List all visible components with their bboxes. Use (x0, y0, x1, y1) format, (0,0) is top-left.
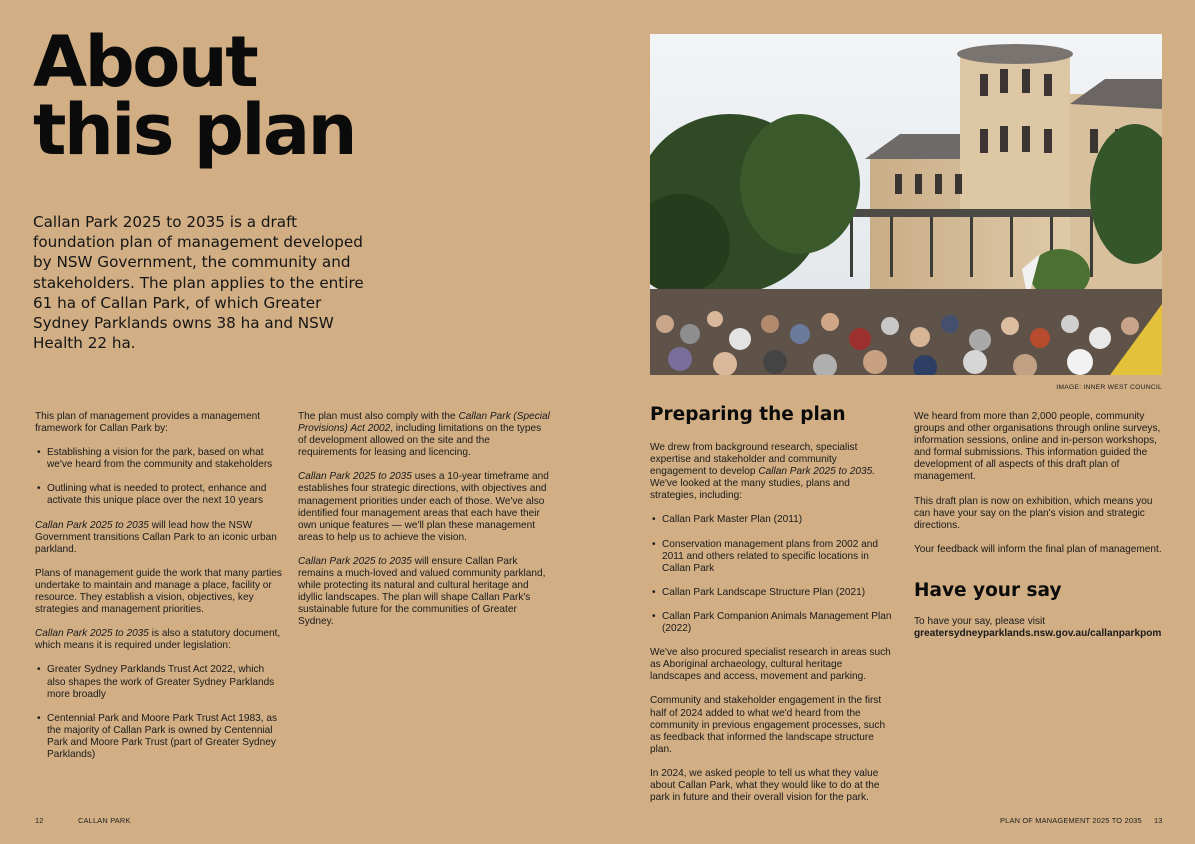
col1-paragraph-1: This plan of management provides a management framework for Callan Park by: (35, 411, 260, 435)
left-footer-label: CALLAN PARK (78, 816, 131, 825)
right-column-1 (650, 404, 895, 816)
col2-paragraph-3: Callan Park 2025 to 2035 will ensure Callan Park remains a much-loved and valued community parkland, while protecting its natural and cultural heritage and idyllic landscapes. The plan will shape Callan Park's sustainable future for the communities of Greater Sydney. (298, 555, 546, 628)
page-title (33, 21, 355, 171)
list-item: • Centennial Park and Moore Park Trust Act 1983, as the majority of Callan Park is owned by Centennial Park and Moore Park Trust (part of Greater Sydney Parklands) (35, 713, 285, 761)
plan-name: Callan Park 2025 to 2035 (35, 628, 149, 640)
col2-paragraph-2: Callan Park 2025 to 2035 uses a 10-year timeframe and establishes four strategic directions, with objectives and management priorities under each of those. We've also identified four management areas that each have their own unique features — we'll plan these management areas to help us to achieve the vision. (298, 471, 549, 543)
image-caption: IMAGE: INNER WEST COUNCIL (1056, 384, 1162, 391)
col1-paragraph-3: Plans of management guide the work that many parties undertake to maintain and manage a place, facility or resource. They establish a vision, objectives, key strategies and management priorities. (35, 567, 282, 616)
park-photo-illustration (650, 34, 1162, 375)
left-page-number: 12 (35, 816, 44, 825)
col1-paragraph-4: Callan Park 2025 to 2035 is also a statutory document, which means it is required under legislation: (35, 628, 281, 652)
section-heading-have-your-say: Have your say (914, 579, 1062, 601)
page-title-line1: About (33, 21, 257, 103)
list-item: • Callan Park Landscape Structure Plan (2021) (650, 587, 895, 599)
section-heading-preparing: Preparing the plan (650, 404, 846, 425)
page-title-line2: this plan (33, 89, 355, 171)
intro-paragraph: Callan Park 2025 to 2035 is a draft foundation plan of management developed by NSW Government, the community and stakeholders. The plan applies to the entire 61 ha of Callan Park, of which Greater Sydney Parklands owns 38 ha and NSW Health 22 ha. (33, 213, 364, 353)
feedback-link[interactable]: greatersydneyparklands.nsw.gov.au/callanparkpom (914, 628, 1162, 640)
right-footer-label: PLAN OF MANAGEMENT 2025 TO 2035 (1000, 816, 1142, 825)
col3-paragraph-4: In 2024, we asked people to tell us what they value about Callan Park, what they would like to do at the park in future and their overall vision for the park. (650, 767, 880, 804)
col3-paragraph-2: We've also procured specialist research in areas such as Aboriginal archaeology, cultural heritage landscapes and access, movement and parking. (650, 647, 891, 683)
list-item: • Conservation management plans from 2002 and 2011 and others related to specific locations in Callan Park (650, 539, 895, 575)
left-column-1 (35, 411, 285, 773)
right-column-2 (914, 411, 1164, 652)
col4-paragraph-3: Your feedback will inform the final plan of management. (914, 543, 1162, 555)
col3-paragraph-1: We drew from background research, specialist expertise and stakeholder and community engagement to develop Callan Park 2025 to 2035. We've looked at the many studies, plans and strategies, including: (650, 442, 876, 502)
col4-paragraph-4: To have your say, please visit greatersydneyparklands.nsw.gov.au/callanparkpom (914, 615, 1162, 640)
col1-paragraph-2: Callan Park 2025 to 2035 will lead how the NSW Government transitions Callan Park to an iconic urban parkland. (35, 519, 277, 555)
plan-name: Callan Park 2025 to 2035 (35, 519, 149, 531)
col4-paragraph-2: This draft plan is now on exhibition, which means you can have your say on the plan's vision and strategic directions. (914, 495, 1153, 531)
left-column-2 (298, 411, 550, 641)
list-item: • Greater Sydney Parklands Trust Act 2022, which also shapes the work of Greater Sydney Parklands more broadly (35, 664, 285, 700)
right-page-number: 13 (1154, 816, 1163, 825)
list-item: • Callan Park Companion Animals Management Plan (2022) (650, 611, 895, 635)
list-item: • Callan Park Master Plan (2011) (650, 514, 895, 526)
col2-paragraph-1: The plan must also comply with the Callan Park (Special Provisions) Act 2002, including limitations on the types of development allowed on the site and the requirements for leasing and licencing. (298, 411, 550, 459)
col1-bullet-list-2 (35, 664, 285, 761)
col4-paragraph-1: We heard from more than 2,000 people, community groups and other organisations through online surveys, information sessions, online and in-person workshops, and formal submissions. This information guided the development of all aspects of this draft plan of management. (914, 411, 1161, 483)
list-item: • Outlining what is needed to protect, enhance and activate this unique place over the next 10 years (35, 483, 285, 507)
park-photo (650, 34, 1162, 375)
col1-bullet-list-1 (35, 447, 285, 507)
list-item: • Establishing a vision for the park, based on what we've heard from the community and stakeholders (35, 447, 285, 471)
col3-paragraph-3: Community and stakeholder engagement in the first half of 2024 added to what we'd heard from the community in previous engagement processes, such as feedback that informed the landscape structure plan. (650, 695, 886, 755)
col3-bullet-list (650, 514, 895, 635)
